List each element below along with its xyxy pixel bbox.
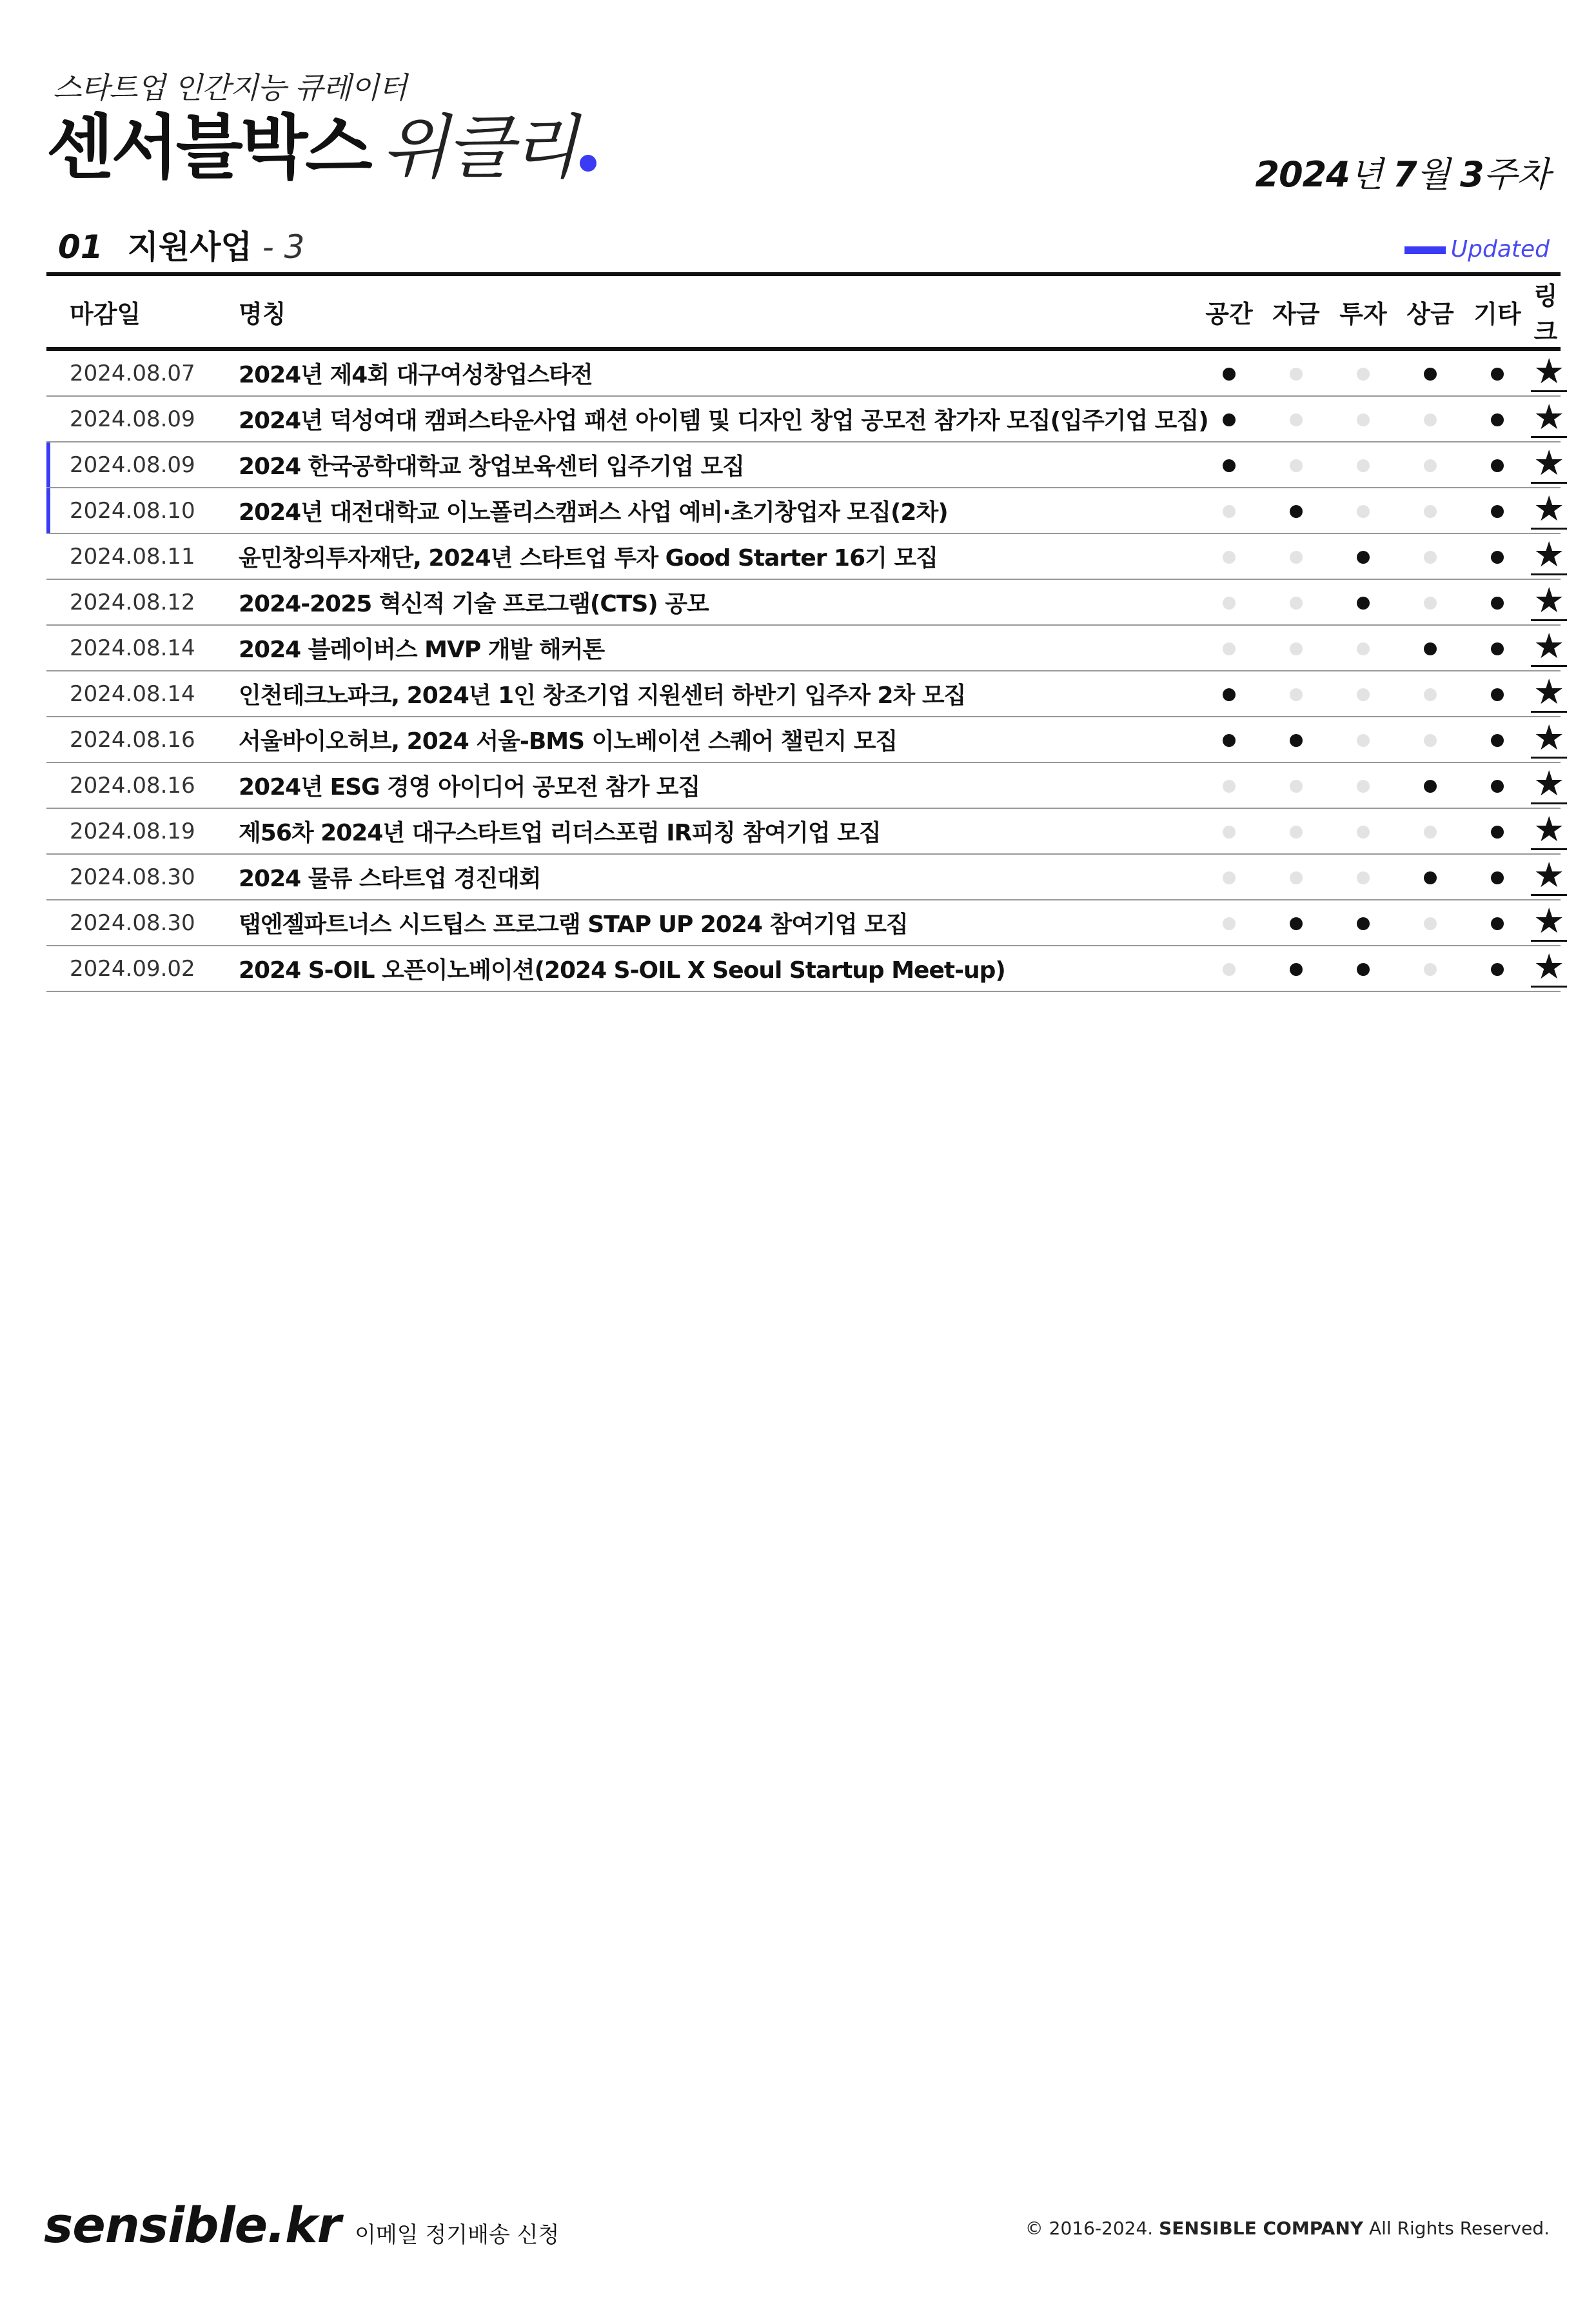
empty-dot-icon <box>1223 780 1236 793</box>
row-link-cell <box>1531 946 1565 991</box>
footer-brand <box>44 2196 559 2254</box>
row-program-name: 2024년 ESG 경영 아이디어 공모전 참가 모집 <box>239 762 1196 808</box>
row-space-cell <box>1196 533 1263 579</box>
empty-dot-icon <box>1357 734 1370 747</box>
star-link-icon[interactable]: ★ <box>1531 766 1567 804</box>
row-other-cell <box>1464 533 1531 579</box>
subtitle: 스타트업 인간지능 큐레이터 <box>53 70 407 105</box>
empty-dot-icon <box>1357 826 1370 839</box>
row-link-cell <box>1531 671 1565 717</box>
empty-dot-icon <box>1424 597 1437 610</box>
empty-dot-icon <box>1223 551 1236 564</box>
row-other-cell <box>1464 442 1531 488</box>
row-space-cell <box>1196 854 1263 900</box>
column-header-other: 기타 <box>1464 274 1531 349</box>
filled-dot-icon <box>1491 734 1504 747</box>
row-investment-cell <box>1330 349 1397 396</box>
row-prize-cell <box>1397 488 1464 533</box>
row-program-name: 윤민창의투자재단, 2024년 스타트업 투자 Good Starter 16기 모집 <box>239 533 1196 579</box>
row-deadline: 2024.08.12 <box>46 579 239 625</box>
filled-dot-icon <box>1223 368 1236 381</box>
filled-dot-icon <box>1290 505 1303 518</box>
filled-dot-icon <box>1491 368 1504 381</box>
empty-dot-icon <box>1223 963 1236 976</box>
filled-dot-icon <box>1491 413 1504 426</box>
empty-dot-icon <box>1223 597 1236 610</box>
column-header-funding: 자금 <box>1263 274 1330 349</box>
empty-dot-icon <box>1424 505 1437 518</box>
star-link-icon[interactable]: ★ <box>1531 904 1567 942</box>
row-funding-cell <box>1263 488 1330 533</box>
row-investment-cell <box>1330 442 1397 488</box>
table-row <box>46 533 1561 579</box>
row-space-cell <box>1196 900 1263 946</box>
subscribe-link[interactable]: 이메일 정기배송 신청 <box>355 2222 560 2248</box>
brand-title-light: 위클리 <box>381 108 576 188</box>
filled-dot-icon <box>1223 734 1236 747</box>
row-deadline: 2024.08.10 <box>46 488 239 533</box>
brand-dot-icon <box>580 155 596 172</box>
row-funding-cell <box>1263 717 1330 762</box>
table-row <box>46 349 1561 396</box>
row-investment-cell <box>1330 488 1397 533</box>
filled-dot-icon <box>1223 413 1236 426</box>
filled-dot-icon <box>1424 780 1437 793</box>
row-funding-cell <box>1263 396 1330 442</box>
row-link-cell <box>1531 488 1565 533</box>
row-program-name: 탭엔젤파트너스 시드팁스 프로그램 STAP UP 2024 참여기업 모집 <box>239 900 1196 946</box>
row-other-cell <box>1464 762 1531 808</box>
filled-dot-icon <box>1491 780 1504 793</box>
empty-dot-icon <box>1223 871 1236 884</box>
row-program-name: 2024 S-OIL 오픈이노베이션(2024 S-OIL X Seoul Startup Meet-up) <box>239 946 1196 991</box>
updated-marker-icon <box>1404 246 1446 254</box>
row-link-cell <box>1531 442 1565 488</box>
row-space-cell <box>1196 946 1263 991</box>
empty-dot-icon <box>1290 459 1303 472</box>
empty-dot-icon <box>1424 917 1437 930</box>
row-prize-cell <box>1397 946 1464 991</box>
column-header-deadline: 마감일 <box>46 274 239 349</box>
row-investment-cell <box>1330 762 1397 808</box>
issue-year: 2024 <box>1255 154 1350 195</box>
empty-dot-icon <box>1424 459 1437 472</box>
star-link-icon[interactable]: ★ <box>1531 492 1567 530</box>
filled-dot-icon <box>1424 642 1437 655</box>
row-space-cell <box>1196 349 1263 396</box>
row-deadline: 2024.08.09 <box>46 396 239 442</box>
empty-dot-icon <box>1290 780 1303 793</box>
table-row <box>46 762 1561 808</box>
row-other-cell <box>1464 900 1531 946</box>
table-row <box>46 900 1561 946</box>
star-link-icon[interactable]: ★ <box>1531 675 1567 713</box>
column-header-space: 공간 <box>1196 274 1263 349</box>
row-program-name: 2024 블레이버스 MVP 개발 해커톤 <box>239 625 1196 671</box>
row-deadline: 2024.08.16 <box>46 717 239 762</box>
row-prize-cell <box>1397 900 1464 946</box>
copyright-rights: All Rights Reserved. <box>1368 2218 1550 2239</box>
filled-dot-icon <box>1357 551 1370 564</box>
row-prize-cell <box>1397 808 1464 854</box>
filled-dot-icon <box>1491 688 1504 701</box>
row-program-name: 2024년 제4회 대구여성창업스타전 <box>239 349 1196 396</box>
star-link-icon[interactable]: ★ <box>1531 812 1567 850</box>
row-funding-cell <box>1263 349 1330 396</box>
empty-dot-icon <box>1357 871 1370 884</box>
row-prize-cell <box>1397 717 1464 762</box>
row-prize-cell <box>1397 349 1464 396</box>
filled-dot-icon <box>1491 963 1504 976</box>
issue-week-suffix: 주차 <box>1483 154 1550 195</box>
row-funding-cell <box>1263 442 1330 488</box>
empty-dot-icon <box>1290 413 1303 426</box>
row-other-cell <box>1464 946 1531 991</box>
row-space-cell <box>1196 671 1263 717</box>
row-investment-cell <box>1330 533 1397 579</box>
row-space-cell <box>1196 762 1263 808</box>
filled-dot-icon <box>1290 917 1303 930</box>
empty-dot-icon <box>1357 688 1370 701</box>
row-deadline: 2024.08.07 <box>46 349 239 396</box>
column-header-link: 링크 <box>1531 274 1561 349</box>
section-part: - 3 <box>262 228 305 266</box>
row-program-name: 2024-2025 혁신적 기술 프로그램(CTS) 공모 <box>239 579 1196 625</box>
filled-dot-icon <box>1424 368 1437 381</box>
row-prize-cell <box>1397 625 1464 671</box>
star-link-icon[interactable]: ★ <box>1531 400 1567 438</box>
row-prize-cell <box>1397 762 1464 808</box>
empty-dot-icon <box>1290 642 1303 655</box>
empty-dot-icon <box>1357 459 1370 472</box>
row-investment-cell <box>1330 900 1397 946</box>
filled-dot-icon <box>1357 597 1370 610</box>
row-space-cell <box>1196 808 1263 854</box>
row-prize-cell <box>1397 579 1464 625</box>
row-funding-cell <box>1263 808 1330 854</box>
star-link-icon[interactable]: ★ <box>1531 858 1567 896</box>
filled-dot-icon <box>1491 642 1504 655</box>
issue-month-suffix: 월 <box>1416 154 1450 195</box>
table-row <box>46 671 1561 717</box>
filled-dot-icon <box>1491 505 1504 518</box>
table-row <box>46 717 1561 762</box>
row-other-cell <box>1464 488 1531 533</box>
row-other-cell <box>1464 671 1531 717</box>
row-link-cell <box>1531 625 1565 671</box>
row-program-name: 2024년 덕성여대 캠퍼스타운사업 패션 아이템 및 디자인 창업 공모전 참가자 모집(입주기업 모집) <box>239 396 1196 442</box>
empty-dot-icon <box>1357 505 1370 518</box>
filled-dot-icon <box>1491 917 1504 930</box>
empty-dot-icon <box>1357 413 1370 426</box>
empty-dot-icon <box>1290 826 1303 839</box>
empty-dot-icon <box>1424 413 1437 426</box>
empty-dot-icon <box>1357 642 1370 655</box>
star-link-icon[interactable]: ★ <box>1531 629 1567 667</box>
filled-dot-icon <box>1491 597 1504 610</box>
company-name: SENSIBLE COMPANY <box>1159 2218 1364 2239</box>
row-other-cell <box>1464 625 1531 671</box>
updated-legend-label: Updated <box>1450 236 1550 263</box>
table-row <box>46 808 1561 854</box>
empty-dot-icon <box>1223 826 1236 839</box>
row-prize-cell <box>1397 854 1464 900</box>
row-funding-cell <box>1263 579 1330 625</box>
issue-week: 3 <box>1460 154 1484 195</box>
row-investment-cell <box>1330 854 1397 900</box>
row-funding-cell <box>1263 762 1330 808</box>
row-other-cell <box>1464 854 1531 900</box>
row-funding-cell <box>1263 671 1330 717</box>
filled-dot-icon <box>1424 871 1437 884</box>
filled-dot-icon <box>1491 551 1504 564</box>
filled-dot-icon <box>1357 963 1370 976</box>
empty-dot-icon <box>1424 688 1437 701</box>
empty-dot-icon <box>1223 917 1236 930</box>
row-prize-cell <box>1397 671 1464 717</box>
support-programs-table <box>46 272 1565 992</box>
row-space-cell <box>1196 442 1263 488</box>
section-heading <box>58 221 304 268</box>
row-deadline: 2024.08.30 <box>46 900 239 946</box>
empty-dot-icon <box>1424 551 1437 564</box>
row-prize-cell <box>1397 533 1464 579</box>
filled-dot-icon <box>1491 871 1504 884</box>
row-prize-cell <box>1397 396 1464 442</box>
issue-year-suffix: 년 <box>1349 154 1383 195</box>
row-link-cell <box>1531 533 1565 579</box>
row-investment-cell <box>1330 579 1397 625</box>
row-prize-cell <box>1397 442 1464 488</box>
row-deadline: 2024.08.14 <box>46 625 239 671</box>
row-link-cell <box>1531 854 1565 900</box>
row-program-name: 2024년 대전대학교 이노폴리스캠퍼스 사업 예비·초기창업자 모집(2차) <box>239 488 1196 533</box>
row-link-cell <box>1531 396 1565 442</box>
copyright-prefix: © 2016-2024. <box>1025 2218 1154 2239</box>
filled-dot-icon <box>1290 963 1303 976</box>
row-other-cell <box>1464 396 1531 442</box>
empty-dot-icon <box>1424 826 1437 839</box>
table-row <box>46 442 1561 488</box>
empty-dot-icon <box>1290 551 1303 564</box>
row-investment-cell <box>1330 396 1397 442</box>
row-link-cell <box>1531 762 1565 808</box>
section-number: 01 <box>58 228 103 266</box>
row-deadline: 2024.08.14 <box>46 671 239 717</box>
empty-dot-icon <box>1290 871 1303 884</box>
star-link-icon[interactable]: ★ <box>1531 583 1567 621</box>
row-deadline: 2024.08.19 <box>46 808 239 854</box>
row-link-cell <box>1531 808 1565 854</box>
row-investment-cell <box>1330 808 1397 854</box>
row-space-cell <box>1196 488 1263 533</box>
table-row <box>46 854 1561 900</box>
star-link-icon[interactable]: ★ <box>1531 537 1567 575</box>
filled-dot-icon <box>1357 917 1370 930</box>
row-space-cell <box>1196 579 1263 625</box>
row-other-cell <box>1464 579 1531 625</box>
star-link-icon[interactable]: ★ <box>1531 446 1567 484</box>
filled-dot-icon <box>1290 734 1303 747</box>
row-investment-cell <box>1330 625 1397 671</box>
row-space-cell <box>1196 625 1263 671</box>
table-row <box>46 625 1561 671</box>
row-program-name: 2024 한국공학대학교 창업보육센터 입주기업 모집 <box>239 442 1196 488</box>
row-link-cell <box>1531 717 1565 762</box>
table-body <box>46 349 1565 991</box>
star-link-icon[interactable]: ★ <box>1531 949 1567 988</box>
empty-dot-icon <box>1424 963 1437 976</box>
table-row <box>46 579 1561 625</box>
updated-legend <box>1404 236 1550 263</box>
row-link-cell <box>1531 900 1565 946</box>
brand-title <box>46 103 596 194</box>
star-link-icon[interactable]: ★ <box>1531 354 1567 392</box>
row-other-cell <box>1464 808 1531 854</box>
row-investment-cell <box>1330 717 1397 762</box>
row-deadline: 2024.08.30 <box>46 854 239 900</box>
table-row <box>46 946 1561 991</box>
row-funding-cell <box>1263 854 1330 900</box>
row-program-name: 서울바이오허브, 2024 서울-BMS 이노베이션 스퀘어 챌린지 모집 <box>239 717 1196 762</box>
issue-month: 7 <box>1393 154 1417 195</box>
row-program-name: 2024 물류 스타트업 경진대회 <box>239 854 1196 900</box>
row-program-name: 제56차 2024년 대구스타트업 리더스포럼 IR피칭 참여기업 모집 <box>239 808 1196 854</box>
table-row <box>46 488 1561 533</box>
issue-date <box>1256 147 1550 197</box>
row-investment-cell <box>1330 946 1397 991</box>
row-other-cell <box>1464 717 1531 762</box>
row-deadline: 2024.08.09 <box>46 442 239 488</box>
empty-dot-icon <box>1223 505 1236 518</box>
column-header-prize: 상금 <box>1397 274 1464 349</box>
row-link-cell <box>1531 579 1565 625</box>
empty-dot-icon <box>1223 642 1236 655</box>
row-funding-cell <box>1263 900 1330 946</box>
copyright <box>1025 2218 1550 2239</box>
row-deadline: 2024.08.11 <box>46 533 239 579</box>
empty-dot-icon <box>1290 688 1303 701</box>
filled-dot-icon <box>1223 688 1236 701</box>
row-space-cell <box>1196 717 1263 762</box>
row-investment-cell <box>1330 671 1397 717</box>
row-program-name: 인천테크노파크, 2024년 1인 창조기업 지원센터 하반기 입주자 2차 모집 <box>239 671 1196 717</box>
row-link-cell <box>1531 349 1565 396</box>
row-deadline: 2024.08.16 <box>46 762 239 808</box>
star-link-icon[interactable]: ★ <box>1531 721 1567 759</box>
empty-dot-icon <box>1290 368 1303 381</box>
empty-dot-icon <box>1424 734 1437 747</box>
empty-dot-icon <box>1357 780 1370 793</box>
row-other-cell <box>1464 349 1531 396</box>
column-header-investment: 투자 <box>1330 274 1397 349</box>
empty-dot-icon <box>1290 597 1303 610</box>
row-funding-cell <box>1263 533 1330 579</box>
row-funding-cell <box>1263 625 1330 671</box>
filled-dot-icon <box>1223 459 1236 472</box>
table-header-row <box>46 274 1561 349</box>
column-header-name: 명칭 <box>239 274 1196 349</box>
brand-title-bold: 센서블박스 <box>46 108 370 188</box>
filled-dot-icon <box>1491 826 1504 839</box>
section-title: 지원사업 <box>127 228 252 266</box>
table-row <box>46 396 1561 442</box>
site-link[interactable]: sensible.kr <box>44 2196 341 2254</box>
row-deadline: 2024.09.02 <box>46 946 239 991</box>
filled-dot-icon <box>1491 459 1504 472</box>
row-funding-cell <box>1263 946 1330 991</box>
empty-dot-icon <box>1357 368 1370 381</box>
